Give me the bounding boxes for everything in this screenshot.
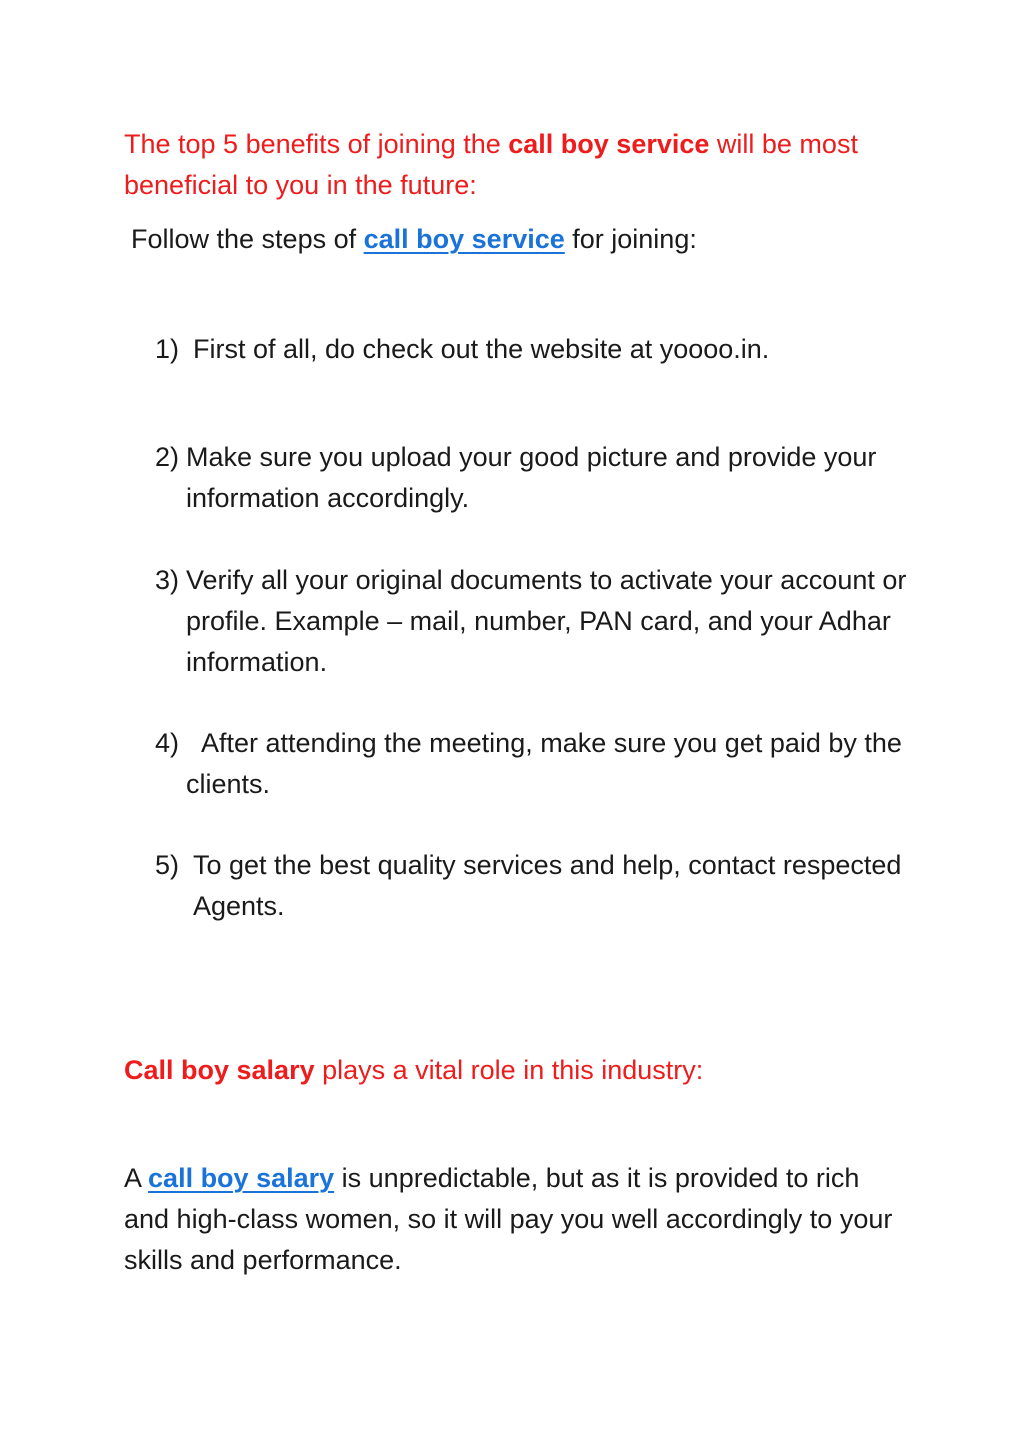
list-item-step-1	[155, 329, 915, 370]
list-item-text: Make sure you upload your good picture and provide your information accordingly.	[186, 442, 877, 513]
salary-paragraph	[124, 1158, 899, 1281]
section-heading-salary	[124, 1050, 914, 1091]
heading-text-before: The top 5 benefits of joining the	[124, 129, 509, 159]
list-item-step-2	[155, 437, 915, 519]
salary-text-before: A	[124, 1163, 149, 1193]
list-item-text: After attending the meeting, make sure you get paid by the clients.	[186, 728, 902, 799]
salary-text-after: is unpredictable, but as it is provided to rich and high-class women, so it will pay you well accordingly to your skills and performance.	[124, 1163, 893, 1275]
list-item-text: First of all, do check out the website at yoooo.in.	[193, 334, 770, 364]
list-item-number: 1)	[155, 334, 180, 364]
call-boy-salary-link[interactable]: call boy salary	[148, 1163, 335, 1193]
list-item-text: Verify all your original documents to activate your account or profile. Example – mail, number, PAN card, and your Adhar information.	[186, 565, 907, 677]
follow-steps-line	[131, 219, 921, 260]
heading-text-after: plays a vital role in this industry:	[314, 1055, 704, 1085]
follow-text-before: Follow the steps of	[131, 224, 364, 254]
list-item-number: 3)	[155, 565, 180, 595]
heading-bold-term: call boy service	[508, 129, 710, 159]
heading-bold-term: Call boy salary	[124, 1055, 315, 1085]
list-item-step-5	[155, 845, 915, 927]
list-item-number: 2)	[155, 442, 180, 472]
list-item-text: To get the best quality services and help, contact respected Agents.	[193, 850, 902, 921]
list-item-step-4	[155, 723, 915, 805]
list-item-number: 5)	[155, 850, 180, 880]
list-item-step-3	[155, 560, 915, 683]
call-boy-service-link[interactable]: call boy service	[363, 224, 565, 254]
section-heading-benefits	[124, 124, 914, 206]
list-item-number: 4)	[155, 728, 180, 758]
heading-text-after: will be most beneficial to you in the future:	[124, 129, 858, 200]
follow-text-after: for joining:	[564, 224, 697, 254]
